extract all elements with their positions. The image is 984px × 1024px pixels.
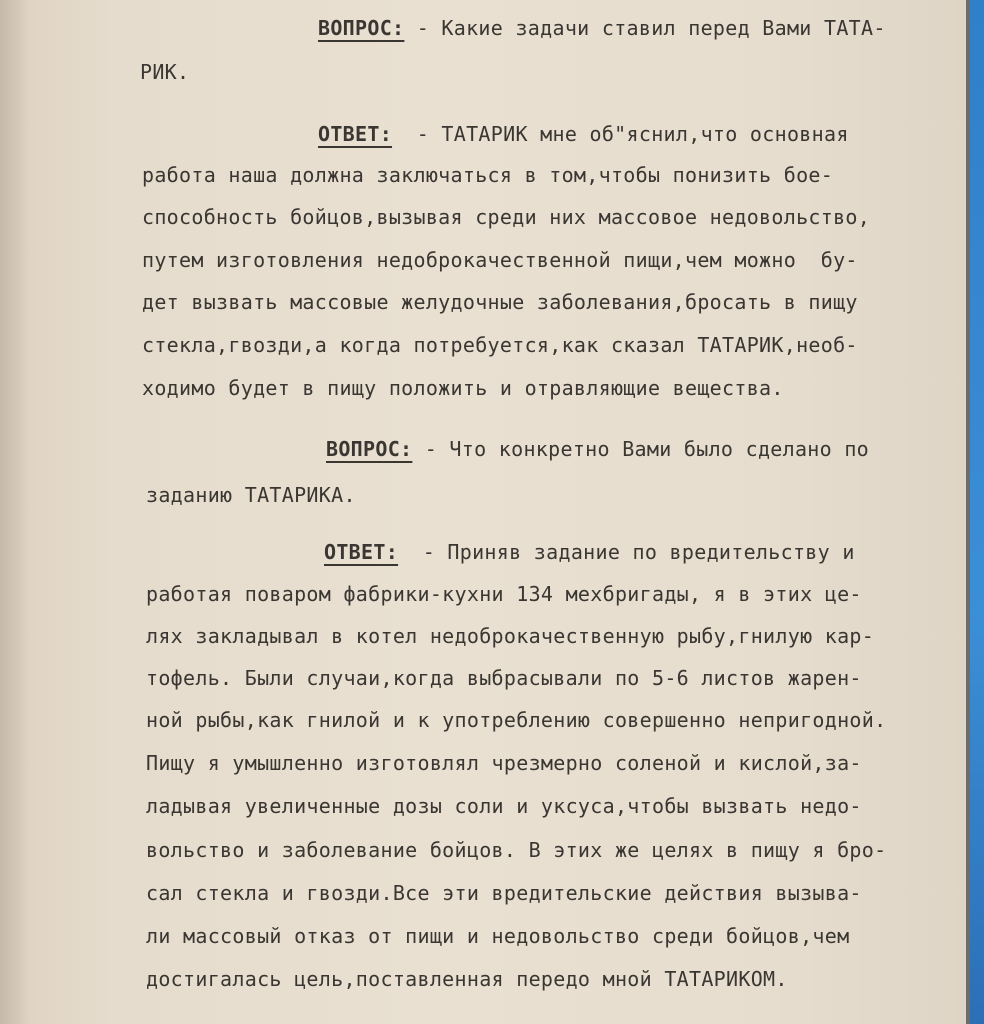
text-line: работа наша должна заключаться в том,чтобы понизить бое- [142, 163, 834, 187]
text-line: ли массовый отказ от пищи и недовольство среди бойцов,чем [146, 924, 850, 948]
background-surface [970, 0, 984, 1024]
text-line: ладывая увеличенные дозы соли и уксуса,чтобы вызвать недо- [146, 794, 862, 818]
question-label: ВОПРОС: [326, 437, 413, 461]
text-line: заданию ТАТАРИКА. [146, 483, 356, 507]
question-label: ВОПРОС: [318, 16, 405, 40]
answer-label: ОТВЕТ: [318, 122, 393, 146]
text-line: лях закладывал в котел недоброкачественную рыбу,гнилую кар- [146, 624, 875, 648]
text-line: сал стекла и гвозди.Все эти вредительские действия вызыва- [146, 881, 862, 905]
text-line: вольство и заболевание бойцов. В этих же целях в пищу я бро- [146, 838, 887, 862]
text-line: ОТВЕТ: - Приняв задание по вредительству и [324, 540, 855, 564]
text-line: дет вызвать массовые желудочные заболевания,бросать в пищу [142, 290, 858, 314]
text-line: путем изготовления недоброкачественной пищи,чем можно бу- [142, 248, 858, 272]
answer-label: ОТВЕТ: [324, 540, 399, 564]
text-line: способность бойцов,вызывая среди них массовое недовольство, [142, 205, 871, 229]
text-line: работая поваром фабрики-кухни 134 мехбригады, я в этих це- [146, 582, 862, 606]
text-line: ВОПРОС: - Что конкретно Вами было сделано по [326, 437, 870, 461]
text-line: достигалась цель,поставленная передо мной ТАТАРИКОМ. [146, 967, 788, 991]
text-line: Пищу я умышленно изготовлял чрезмерно соленой и кислой,за- [146, 751, 862, 775]
text-line: ной рыбы,как гнилой и к употреблению совершенно непригодной. [146, 708, 887, 732]
text-line: ОТВЕТ: - ТАТАРИК мне об"яснил,что основная [318, 122, 849, 146]
text-line: стекла,гвозди,а когда потребуется,как сказал ТАТАРИК,необ- [142, 333, 858, 357]
text-line: тофель. Были случаи,когда выбрасывали по 5-6 листов жарен- [146, 666, 862, 690]
text-line: РИК. [140, 60, 190, 84]
text-line: ВОПРОС: - Какие задачи ставил перед Вами ТАТА- [318, 16, 886, 40]
text-line: ходимо будет в пищу положить и отравляющие вещества. [142, 376, 784, 400]
